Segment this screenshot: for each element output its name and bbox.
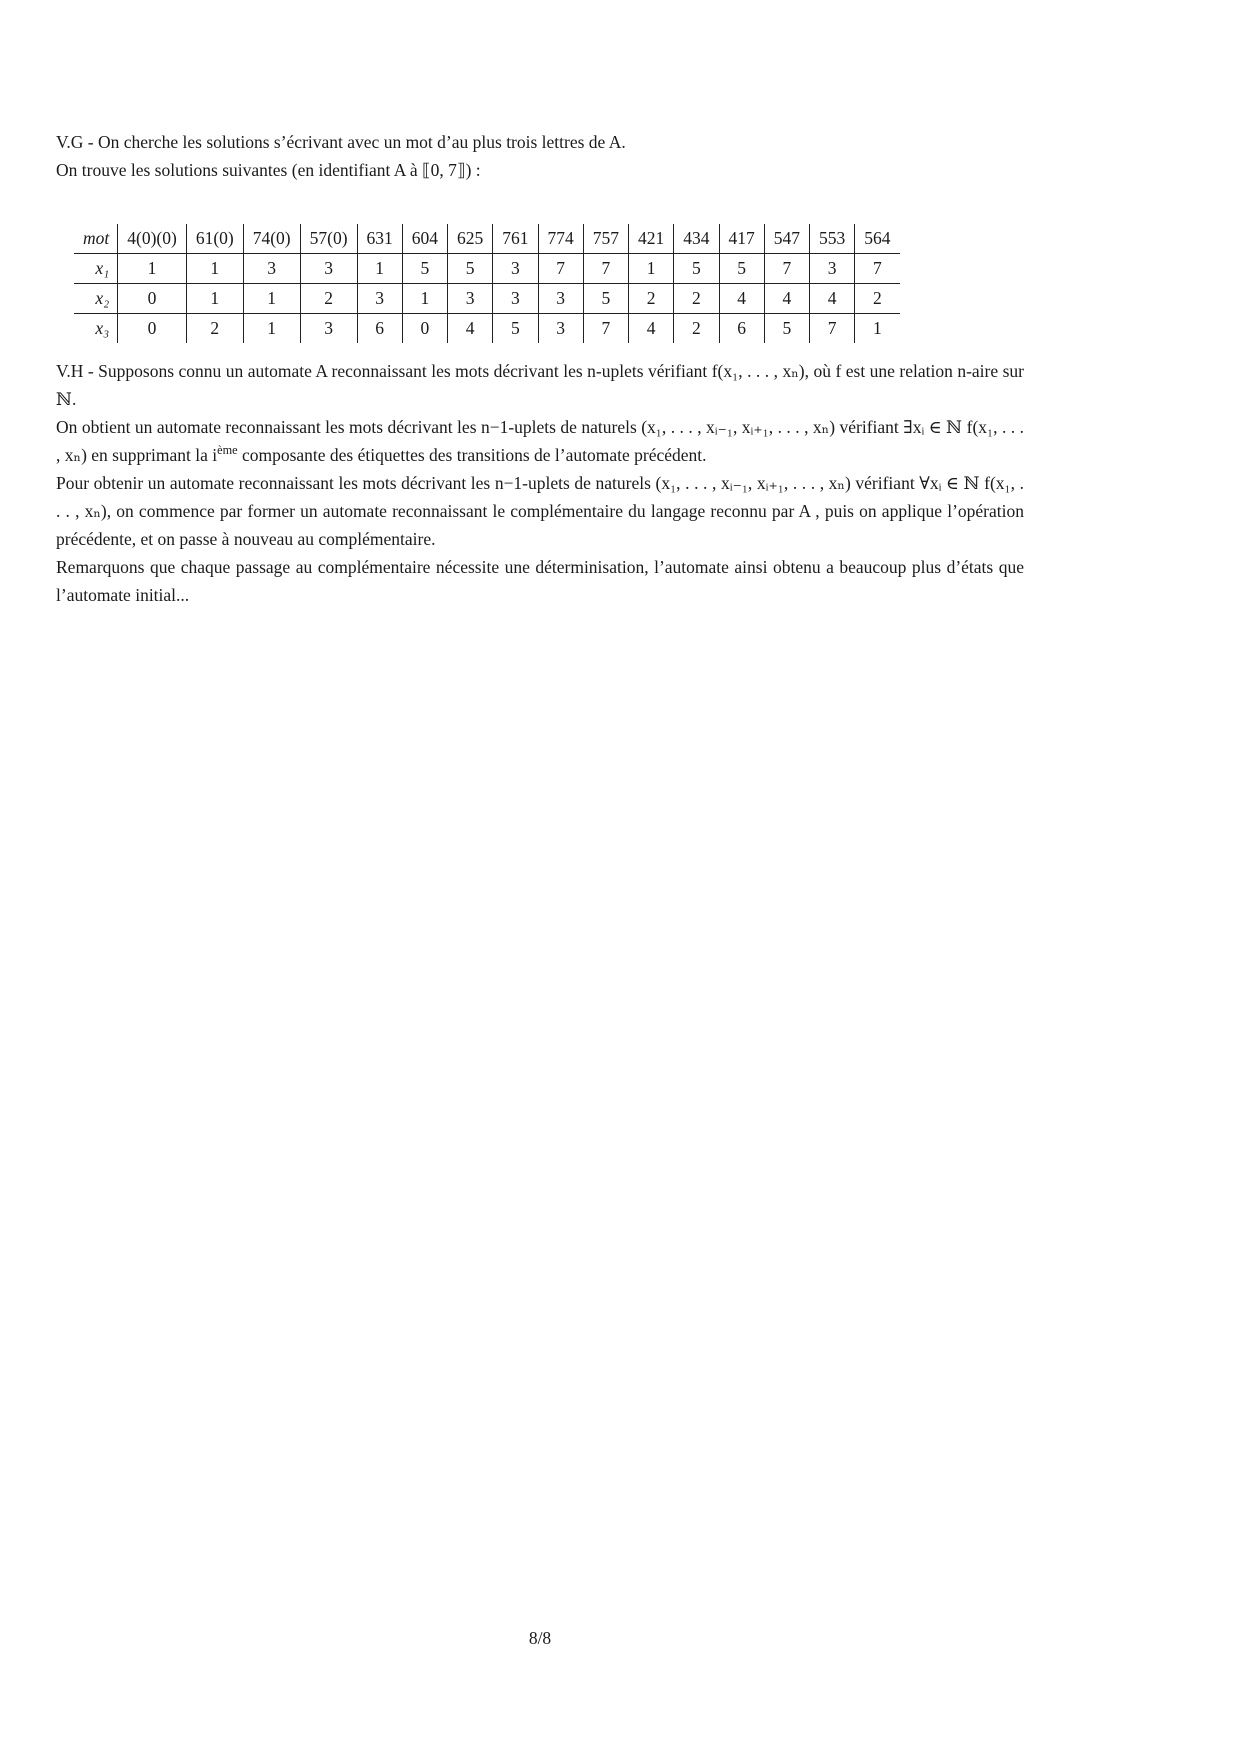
vg-line-1: V.G - On cherche les solutions s’écrivant avec un mot d’au plus trois lettres de A. [56, 132, 626, 152]
table-cell: 0 [118, 314, 187, 344]
table-cell: 6 [357, 314, 402, 344]
table-cell: 1 [357, 254, 402, 284]
table-col-header: 553 [810, 224, 855, 254]
vh-paragraph-2-text-end: composante des étiquettes des transitions de l’automate précédent. [237, 445, 707, 465]
table-col-header: 625 [448, 224, 493, 254]
table-cell: 5 [402, 254, 447, 284]
table-col-header: 57(0) [300, 224, 357, 254]
table-cell: 1 [186, 284, 243, 314]
solutions-table [74, 224, 900, 343]
table-col-header: 761 [493, 224, 538, 254]
solutions-table-wrap [74, 224, 1024, 343]
table-cell: 7 [583, 254, 628, 284]
table-col-header: 421 [629, 224, 674, 254]
table-col-header: 604 [402, 224, 447, 254]
table-cell: 4 [764, 284, 809, 314]
row-label-x3: x₃ [74, 314, 118, 344]
vh-paragraph-1: V.H - Supposons connu un automate A reconnaissant les mots décrivant les n-uplets vérifiant f(x₁, . . . , xₙ), où f est une relation n-aire sur ℕ. [56, 361, 1024, 409]
table-col-header: 434 [674, 224, 719, 254]
vh-paragraph-2 [56, 413, 1024, 469]
table-cell: 1 [243, 284, 300, 314]
table-cell: 5 [764, 314, 809, 344]
table-cell: 1 [873, 318, 882, 338]
table-cell: 2 [629, 284, 674, 314]
table-cell: 2 [674, 314, 719, 344]
table-header-row [74, 224, 900, 254]
table-cell: 7 [855, 254, 900, 284]
table-cell: 1 [243, 314, 300, 344]
table-row-x1 [74, 254, 900, 284]
table-cell: 3 [810, 254, 855, 284]
table-cell: 1 [629, 254, 674, 284]
row-label-x1: x₁ [74, 254, 118, 284]
table-cell: 5 [719, 254, 764, 284]
table-cell: 0 [118, 284, 187, 314]
table-col-header: 564 [855, 224, 900, 254]
table-cell: 0 [402, 314, 447, 344]
table-cell: 3 [538, 314, 583, 344]
vh-paragraph-4: Remarquons que chaque passage au complémentaire nécessite une déterminisation, l’automate ainsi obtenu a beaucoup plus d’états que l’automate initial... [56, 557, 1024, 605]
table-row-x2 [74, 284, 900, 314]
table-cell: 4 [810, 284, 855, 314]
table-cell: 2 [300, 284, 357, 314]
table-cell: 2 [186, 314, 243, 344]
table-col-header: 774 [538, 224, 583, 254]
table-col-header: 757 [583, 224, 628, 254]
table-cell: 6 [719, 314, 764, 344]
table-cell: 7 [810, 314, 855, 344]
vg-line-2: On trouve les solutions suivantes (en identifiant A à ⟦0, 7⟧) : [56, 160, 481, 180]
vh-paragraph-3: Pour obtenir un automate reconnaissant les mots décrivant les n−1-uplets de naturels (x₁, . . . , xᵢ₋₁, xᵢ₊₁, . . . , xₙ) vérifiant ∀xᵢ ∈ ℕ f(x₁, . . . , xₙ), on commence par former un automate reconnaissant le complémentaire du langage reconnu par A , puis on applique l’opération précédente, et on passe à nouveau au complémentaire. [56, 473, 1024, 549]
table-row-x3 [74, 314, 900, 344]
table-cell: 1 [402, 284, 447, 314]
table-cell: 4 [719, 284, 764, 314]
table-col-header: 417 [719, 224, 764, 254]
table-cell: 4 [448, 314, 493, 344]
table-cell: 3 [538, 284, 583, 314]
table-cell: 4 [629, 314, 674, 344]
table-cell: 3 [357, 284, 402, 314]
table-cell: 3 [300, 314, 357, 344]
vh-paragraph-2-superscript: ème [217, 443, 238, 458]
table-col-header: 61(0) [186, 224, 243, 254]
table-col-header: 547 [764, 224, 809, 254]
section-vg [56, 128, 1024, 184]
table-cell: 5 [493, 314, 538, 344]
section-vh [56, 357, 1024, 609]
table-cell: 3 [448, 284, 493, 314]
table-cell: 7 [583, 314, 628, 344]
table-cell: 3 [493, 284, 538, 314]
table-cell: 3 [243, 254, 300, 284]
vh-paragraph-2-text: On obtient un automate reconnaissant les mots décrivant les n−1-uplets de naturels (x₁, . . . , xᵢ₋₁, xᵢ₊₁, . . . , xₙ) vérifiant ∃xᵢ ∈ ℕ f(x₁, . . . , xₙ) en supprimant la i [56, 417, 1024, 465]
page-number: 8/8 [528, 1628, 552, 1648]
table-header-mot: mot [74, 224, 118, 254]
table-cell: 7 [538, 254, 583, 284]
table-col-header: 74(0) [243, 224, 300, 254]
table-cell: 5 [674, 254, 719, 284]
table-col-header: 631 [357, 224, 402, 254]
row-label-x2: x₂ [74, 284, 118, 314]
table-cell: 1 [186, 254, 243, 284]
table-cell: 3 [300, 254, 357, 284]
table-cell: 1 [118, 254, 187, 284]
table-cell: 5 [583, 284, 628, 314]
table-cell: 7 [764, 254, 809, 284]
table-col-header: 4(0)(0) [118, 224, 187, 254]
table-cell: 2 [855, 284, 900, 314]
table-cell: 3 [493, 254, 538, 284]
table-cell: 2 [674, 284, 719, 314]
table-cell: 5 [448, 254, 493, 284]
text-column [56, 128, 1024, 609]
